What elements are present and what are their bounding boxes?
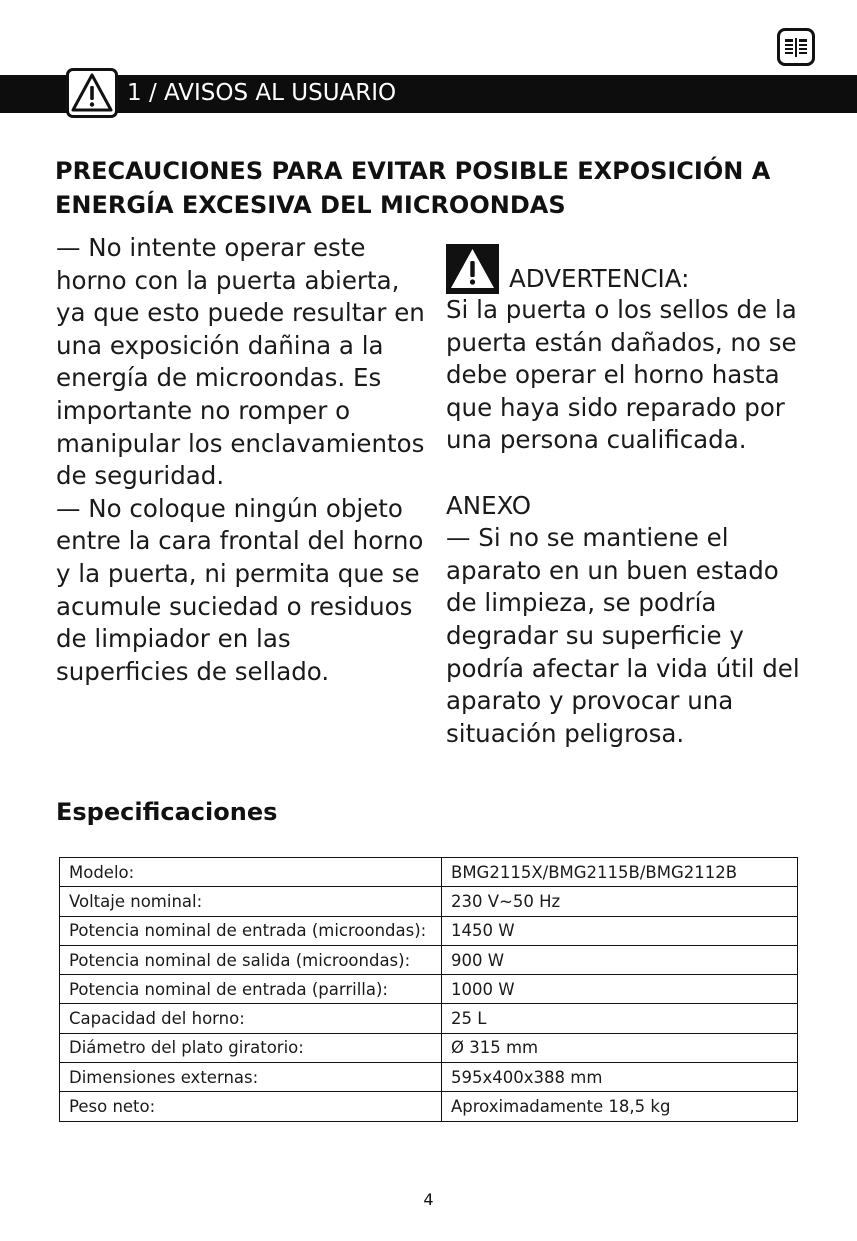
- table-row: [60, 858, 798, 887]
- warning-filled-icon: [446, 244, 499, 294]
- table-row: [60, 887, 798, 916]
- spec-label: Diámetro del plato giratorio:: [60, 1033, 442, 1062]
- right-column: [446, 232, 816, 750]
- warning-heading: [446, 232, 816, 294]
- spec-value: 1000 W: [442, 975, 798, 1004]
- table-row: [60, 1063, 798, 1092]
- table-row: [60, 975, 798, 1004]
- left-column: [56, 232, 426, 688]
- spec-label: Modelo:: [60, 858, 442, 887]
- page-title: PRECAUCIONES PARA EVITAR POSIBLE EXPOSICIÓN A ENERGÍA EXCESIVA DEL MICROONDAS: [55, 157, 771, 219]
- warning-triangle-icon: [66, 68, 118, 118]
- table-row: [60, 1033, 798, 1062]
- spec-value: 1450 W: [442, 916, 798, 945]
- spec-value: BMG2115X/BMG2115B/BMG2112B: [442, 858, 798, 887]
- spec-label: Dimensiones externas:: [60, 1063, 442, 1092]
- spec-label: Peso neto:: [60, 1092, 442, 1121]
- warning-label: ADVERTENCIA:: [509, 264, 690, 293]
- annex-text: — Si no se mantiene el aparato en un buen estado de limpieza, se podría degradar su superficie y podría afectar la vida útil del aparato y provocar una situación peligrosa.: [446, 523, 800, 748]
- specs-table: [59, 857, 798, 1122]
- left-paragraph-1: — No intente operar este horno con la puerta abierta, ya que esto puede resultar en una exposición dañina a la energía de microondas. Es importante no romper o manipular los enclavamientos de seguridad.: [56, 233, 425, 491]
- spec-label: Voltaje nominal:: [60, 887, 442, 916]
- spec-value: 230 V~50 Hz: [442, 887, 798, 916]
- spec-value: 900 W: [442, 945, 798, 974]
- page-number: 4: [423, 1190, 434, 1209]
- spec-label: Potencia nominal de entrada (parrilla):: [60, 975, 442, 1004]
- spec-value: Ø 315 mm: [442, 1033, 798, 1062]
- spec-value: 595x400x388 mm: [442, 1063, 798, 1092]
- table-row: [60, 916, 798, 945]
- left-paragraph-2: — No coloque ningún objeto entre la cara frontal del horno y la puerta, ni permita que se acumule suciedad o residuos de limpiador en las superficies de sellado.: [56, 493, 424, 686]
- spec-label: Capacidad del horno:: [60, 1004, 442, 1033]
- annex-title: ANEXO: [446, 490, 532, 520]
- table-row: [60, 1092, 798, 1121]
- spec-value: 25 L: [442, 1004, 798, 1033]
- specs-heading: Especificaciones: [56, 798, 278, 826]
- spec-value: Aproximadamente 18,5 kg: [442, 1092, 798, 1121]
- spec-label: Potencia nominal de salida (microondas):: [60, 945, 442, 974]
- section-title: 1 / AVISOS AL USUARIO: [127, 80, 397, 106]
- spec-label: Potencia nominal de entrada (microondas):: [60, 916, 442, 945]
- table-row: [60, 945, 798, 974]
- manual-book-icon: [777, 28, 815, 66]
- table-row: [60, 1004, 798, 1033]
- warning-text: Si la puerta o los sellos de la puerta están dañados, no se debe operar el horno hasta que haya sido reparado por una persona cualificada.: [446, 295, 797, 455]
